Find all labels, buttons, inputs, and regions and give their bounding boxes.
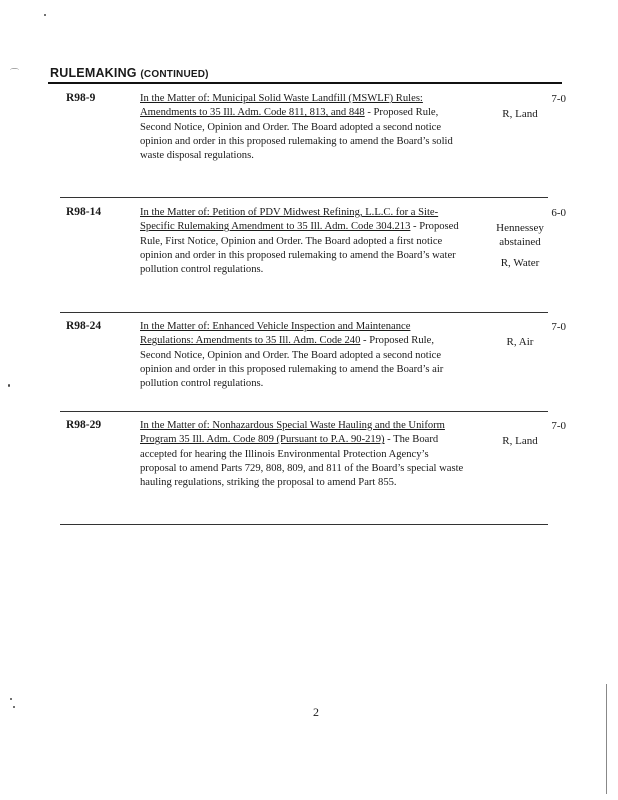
entry-category: R, Land [502, 107, 538, 120]
vote-note: Hennessey [496, 221, 544, 234]
entry-divider [60, 197, 548, 198]
docket-number: R98-9 [66, 92, 96, 104]
scan-mark: ⌒ [10, 68, 20, 78]
vote-tally: 7-0 [551, 420, 566, 432]
vote-column [470, 206, 570, 270]
docket-number: R98-24 [66, 320, 102, 332]
vote-tally: 6-0 [551, 207, 566, 219]
entry-description [140, 92, 466, 163]
vote-column [470, 419, 570, 448]
entry-caption: In the Matter of: Municipal Solid Waste Landfill (MSWLF) Rules: Amendments to 35 Ill. Adm. Code 811, 813, and 848 [140, 93, 423, 119]
docket-number: R98-14 [66, 206, 102, 218]
scan-edge-line [606, 684, 607, 794]
entry-divider [60, 524, 548, 525]
entry-description [140, 206, 466, 277]
section-title-suffix: (CONTINUED) [140, 69, 209, 80]
scan-speck [44, 14, 46, 16]
section-title [50, 66, 209, 80]
entry-text: - Proposed Rule, Second Notice, Opinion and Order. The Board adopted a second notice opinion and order in this proposed rulemaking to amend the Board’s solid waste disposal regulations. [140, 107, 453, 162]
vote-tally: 7-0 [551, 321, 566, 333]
scan-speck [13, 706, 15, 708]
entry-caption: In the Matter of: Nonhazardous Special Waste Hauling and the Uniform Program 35 Ill. Adm. Code 809 (Pursuant to P.A. 90-219) [140, 420, 445, 446]
entry-caption: In the Matter of: Enhanced Vehicle Inspection and Maintenance Regulations: Amendments to 35 Ill. Adm. Code 240 [140, 321, 411, 347]
page-number: 2 [313, 705, 319, 719]
vote-note: abstained [499, 236, 541, 248]
entry-category: R, Water [500, 256, 540, 269]
entry-text: - Proposed Rule, First Notice, Opinion and Order. The Board adopted a first notice opinion and order in this proposed rulemaking to amend the Board’s water pollution control regulations. [140, 221, 459, 276]
entry-text: - The Board accepted for hearing the Illinois Environmental Protection Agency’s proposal to amend Parts 729, 808, 809, and 811 of the Board’s special waste hauling regulations, striking the proposal to amend Part 855. [140, 434, 464, 489]
entry-caption: In the Matter of: Petition of PDV Midwest Refining, L.L.C. for a Site-Specific Rulemaking Amendment to 35 Ill. Adm. Code 304.213 [140, 207, 439, 233]
section-title-main: RULEMAKING [50, 66, 137, 80]
entry-divider [60, 411, 548, 412]
entry-divider [60, 312, 548, 313]
scan-speck [8, 384, 10, 387]
entry-category: R, Land [502, 434, 538, 447]
entry-description [140, 419, 466, 490]
entry-description [140, 320, 466, 391]
scan-speck [10, 698, 12, 700]
entry-text: - Proposed Rule, Second Notice, Opinion and Order. The Board adopted a second notice opinion and order in this proposed rulemaking to amend the Board’s air pollution control regulations. [140, 335, 444, 390]
section-title-rule [48, 82, 562, 84]
vote-column [470, 320, 570, 349]
vote-column [470, 92, 570, 121]
vote-tally: 7-0 [551, 93, 566, 105]
entry-category: R, Air [506, 335, 534, 348]
docket-number: R98-29 [66, 419, 102, 431]
